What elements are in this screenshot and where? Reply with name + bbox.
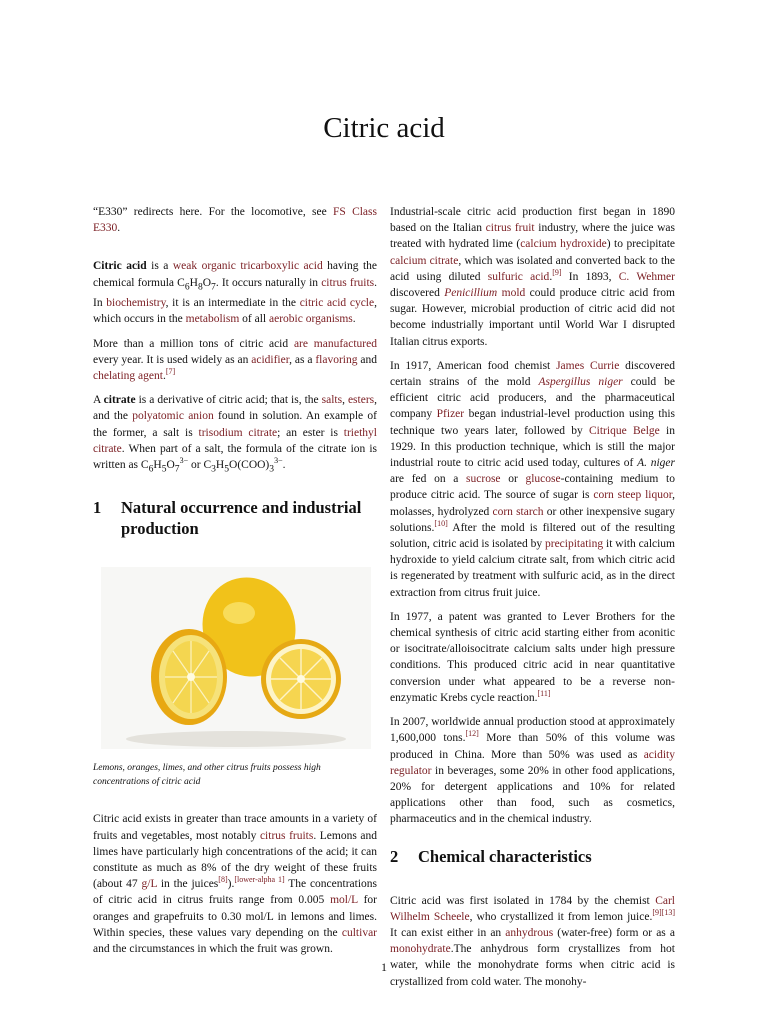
link-trisodium-citrate[interactable]: trisodium citrate	[198, 426, 278, 439]
text: .	[282, 458, 286, 471]
citation-7[interactable]: [7]	[165, 367, 176, 377]
link-weak-organic-tricarboxylic-acid[interactable]: weak organic tricarboxylic acid	[172, 260, 323, 273]
text: ; an ester is	[277, 426, 344, 439]
text: for oranges and grapefruits to 0.30 mol/L in lemons and limes. Within species, these values vary depending on the	[93, 894, 377, 939]
link-citric-acid-cycle[interactable]: citric acid cycle	[299, 297, 375, 310]
text: found in solution. An example of the former, a salt is	[93, 410, 377, 439]
link-biochemistry[interactable]: biochemistry	[106, 297, 166, 310]
text: O	[166, 458, 175, 471]
section-title: Natural occurrence and industrial production	[121, 498, 362, 539]
subscript: 7	[174, 463, 180, 475]
text: , and the	[93, 394, 378, 423]
text: A	[93, 394, 104, 407]
link-acidity-regulator[interactable]: acidity regulator	[390, 748, 675, 777]
text: . In	[93, 276, 378, 310]
text: . When part of a salt, the formula of the citrate ion is written as C	[93, 442, 377, 471]
text: is a	[146, 260, 173, 273]
link-polyatomic-anion[interactable]: polyatomic anion	[132, 410, 214, 423]
text: , who crystallized it from lemon juice.	[469, 910, 653, 923]
link-anhydrous[interactable]: anhydrous	[505, 926, 554, 939]
section-1-paragraph-5	[390, 714, 675, 827]
text: , which occurs in the	[93, 297, 377, 326]
lemons-image	[101, 567, 371, 749]
link-precipitating[interactable]: precipitating	[544, 538, 604, 551]
hatnote	[93, 204, 377, 236]
link-calcium-citrate[interactable]: calcium citrate	[390, 254, 459, 267]
text: or	[500, 473, 526, 486]
right-column	[390, 204, 675, 998]
text: The concentrations of citric acid in citrus fruits range from 0.005	[93, 878, 377, 907]
figure-caption: Lemons, oranges, limes, and other citrus fruits possess high concentrations of citric acid	[93, 763, 321, 788]
text: .	[352, 313, 356, 326]
subscript: 5	[224, 463, 230, 475]
link-citrus-fruits[interactable]: citrus fruits	[259, 829, 314, 842]
link-carl-wilhelm-scheele[interactable]: Carl Wilhelm Scheele	[390, 894, 675, 923]
intro-paragraph-3	[93, 392, 377, 477]
subscript: 6	[148, 463, 154, 475]
link-mold[interactable]: mold	[497, 287, 526, 300]
text: could produce citric acid from sugar. However, microbial production of citric acid did not become industrially important until World War I disrupted Italian citrus exports.	[390, 287, 675, 348]
link-james-currie[interactable]: James Currie	[556, 359, 620, 372]
link-salts[interactable]: salts	[321, 394, 343, 407]
italic-term: A. niger	[637, 457, 675, 470]
citation-10[interactable]: [10]	[434, 519, 448, 529]
footnote-lower-alpha-1[interactable]: [lower-alpha 1]	[234, 875, 285, 885]
text: or C	[188, 458, 212, 471]
citation-11[interactable]: [11]	[537, 689, 551, 699]
text: .	[162, 369, 166, 382]
text: . Lemons and limes have particularly high concentrations of the acid; it can constitute as much as 8% of the dry weight of these fruits (about 47	[93, 829, 377, 891]
text: , molasses, hydrolyzed	[390, 489, 675, 518]
text: .The anhydrous form crystallizes from hot water, while the monohydrate forms when citric acid is crystallized from cold water. The monohy-	[390, 943, 675, 988]
link-citrus-fruit[interactable]: citrus fruit	[485, 222, 535, 235]
section-title: Chemical characteristics	[418, 846, 592, 866]
link-g-per-l[interactable]: g/L	[141, 878, 158, 891]
text: discovered	[390, 287, 445, 300]
text: After the mold is filtered out of the resulting solution, citric acid is isolated by	[390, 521, 675, 551]
link-sucrose[interactable]: sucrose	[466, 473, 501, 486]
text: and the circumstances in which the fruit was grown.	[93, 943, 333, 956]
text: in the juices	[157, 878, 219, 891]
link-citrique-belge[interactable]: Citrique Belge	[589, 424, 660, 437]
link-are-manufactured[interactable]: are manufactured	[293, 337, 377, 350]
text: (water-free) form or as a	[553, 926, 675, 939]
link-citrus-fruits[interactable]: citrus fruits	[321, 276, 375, 289]
text: In 2007, worldwide annual production stood at approximately 1,600,000 tons.	[390, 716, 675, 745]
text: .	[549, 270, 553, 283]
text: , it is an intermediate in the	[165, 297, 300, 310]
subscript: 6	[184, 280, 190, 292]
section-1-paragraph-3	[390, 358, 675, 601]
text: could be efficient citric acid producers, and the pharmaceutical company	[390, 376, 676, 421]
section-number: 2	[390, 846, 399, 866]
text: and	[357, 353, 377, 366]
text: ,	[342, 394, 348, 407]
link-c-wehmer[interactable]: C. Wehmer	[618, 270, 675, 283]
link-fs-class-e330[interactable]: FS Class E330	[93, 206, 377, 235]
link-flavoring[interactable]: flavoring	[315, 353, 358, 366]
text: discovered certain strains of the mold	[390, 359, 675, 389]
text: O(COO)	[229, 458, 270, 471]
text: in 1929. In this production technique, which is still the major industrial route to citric acid used today, cultures of	[390, 424, 675, 470]
page-title: Citric acid	[323, 112, 445, 144]
section-1-heading	[93, 497, 377, 539]
text: every year. It is used widely as an	[93, 353, 252, 366]
link-corn-steep-liquor[interactable]: corn steep liquor	[593, 489, 673, 502]
text: having the chemical formula C	[93, 260, 377, 289]
citation-9-13[interactable]: [9][13]	[652, 907, 675, 917]
bold-term: Citric acid	[93, 260, 147, 273]
text: Citric acid was first isolated in 1784 by the chemist	[390, 894, 656, 907]
link-chelating-agent[interactable]: chelating agent	[93, 369, 163, 382]
section-1-paragraph-1	[93, 811, 377, 957]
section-1-paragraph-4	[390, 609, 675, 706]
text: it with calcium hydroxide to yield calcium citrate salt, from which citric acid is regenerated by treatment with sulfuric acid, as in the direct extraction from citrus fruit juice.	[390, 538, 676, 599]
link-pfizer[interactable]: Pfizer	[436, 408, 465, 421]
link-calcium-hydroxide[interactable]: calcium hydroxide	[520, 238, 607, 251]
superscript: 3−	[179, 456, 189, 466]
text: began industrial-level production using this technique two years later, followed by	[390, 408, 676, 437]
text: ) to precipitate	[606, 238, 675, 251]
hatnote-text-end: .	[117, 222, 121, 235]
link-sulfuric-acid[interactable]: sulfuric acid	[487, 270, 550, 283]
text: are fed on a	[390, 473, 467, 486]
link-triethyl-citrate[interactable]: triethyl citrate	[93, 426, 377, 455]
text: or other inexpensive sugary solutions.	[390, 505, 675, 534]
text: In 1917, American food chemist	[390, 359, 557, 372]
citation-9[interactable]: [9]	[552, 267, 562, 277]
text: More than a million tons of citric acid	[93, 337, 294, 350]
text: In 1977, a patent was granted to Lever Brothers for the chemical synthesis of citric acid starting either from aconitic or isocitrate/alloisocitrate calcium salts under high pressure conditions. This produced citric acid in near quantitative conversion under what appeared to be a reverse non-enzymatic Krebs cycle reaction.	[390, 610, 675, 704]
text: H	[189, 276, 198, 289]
text: Citric acid exists in greater than trace amounts in a variety of fruits and vegetables, most notably	[93, 813, 377, 842]
subscript: 8	[197, 280, 203, 292]
bold-term: citrate	[103, 394, 136, 407]
link-esters[interactable]: esters	[347, 394, 375, 407]
hatnote-text: “E330” redirects here. For the locomotive, see	[93, 206, 333, 218]
superscript: 3−	[274, 456, 283, 466]
text: , which was isolated and converted back to the acid using diluted	[390, 254, 675, 283]
section-1-paragraph-2	[390, 204, 675, 350]
link-aerobic-organisms[interactable]: aerobic organisms	[269, 313, 353, 326]
lemons-illustration	[101, 567, 371, 749]
link-cultivar[interactable]: cultivar	[341, 926, 377, 939]
subscript: 7	[211, 280, 216, 292]
citation-12[interactable]: [12]	[465, 729, 479, 739]
text: industry, where the juice was treated with hydrated lime (	[390, 222, 675, 251]
text: It can exist either in an	[390, 926, 506, 939]
text: O	[202, 276, 212, 289]
link-mol-per-l[interactable]: mol/L	[330, 894, 358, 907]
section-number: 1	[93, 498, 102, 518]
link-glucose[interactable]: glucose	[525, 473, 561, 486]
section-2-heading	[390, 846, 675, 867]
subscript: 5	[161, 463, 167, 475]
link-corn-starch[interactable]: corn starch	[492, 505, 544, 518]
page-number: 1	[381, 960, 387, 974]
text: H	[215, 458, 225, 471]
text: of all	[239, 313, 269, 326]
section-2-paragraph-1	[390, 893, 675, 990]
left-column	[93, 204, 377, 965]
subscript: 3	[211, 463, 216, 475]
intro-paragraph-2	[93, 336, 377, 385]
text: More than 50% of this volume was produced in China. More than 50% was used as	[390, 732, 675, 761]
text: ).	[227, 878, 235, 891]
text: in beverages, some 20% in other food applications, 20% for detergent applications and 10% for related applications other than food, such as cosmetics, pharmaceutics and in the chemical industry.	[390, 764, 675, 826]
link-monohydrate[interactable]: monohydrate	[390, 943, 451, 956]
text: In 1893,	[561, 270, 619, 283]
link-metabolism[interactable]: metabolism	[185, 313, 240, 326]
text: is a derivative of citric acid; that is, the	[135, 394, 322, 407]
intro-paragraph-1	[93, 258, 377, 327]
link-aspergillus-niger[interactable]: Aspergillus niger	[538, 376, 623, 389]
text: -containing medium to produce citric acid. The source of sugar is	[390, 473, 675, 502]
citation-8[interactable]: [8]	[218, 875, 228, 885]
link-penicillium[interactable]: Penicillium	[444, 287, 498, 300]
text: . It occurs naturally in	[215, 276, 322, 289]
text: Industrial-scale citric acid production first began in 1890 based on the Italian	[390, 206, 675, 235]
link-acidifier[interactable]: acidifier	[251, 353, 290, 366]
text: H	[153, 458, 162, 471]
text: , as a	[289, 353, 316, 366]
subscript: 3	[269, 463, 275, 475]
